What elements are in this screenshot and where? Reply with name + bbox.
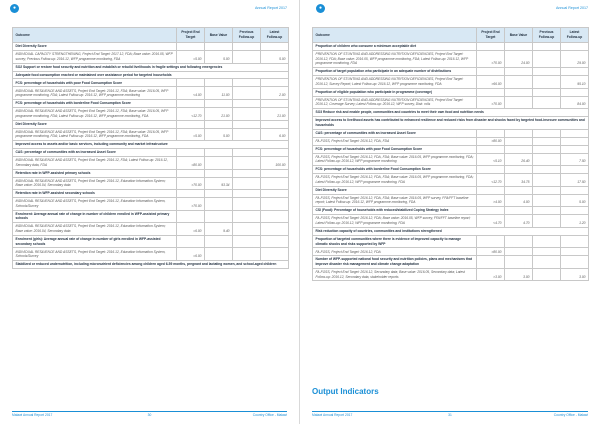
value-cell: [261, 190, 289, 198]
value-cell: [533, 194, 561, 207]
value-cell: [533, 96, 561, 109]
value-cell: [477, 43, 505, 51]
indicator-row: [313, 256, 589, 269]
detail-row: [13, 107, 289, 120]
value-cell: [233, 87, 261, 100]
value-cell: =5.00: [177, 50, 205, 63]
value-cell: [561, 137, 589, 145]
value-cell: [477, 235, 505, 248]
row-label: Diet Diversity Score: [313, 186, 477, 194]
wfp-logo-icon: ●: [316, 4, 325, 13]
value-cell: 5.00: [205, 128, 233, 141]
value-cell: [533, 137, 561, 145]
row-label: Adequate food consumption reached or maintained over assistance period for targeted households: [13, 71, 289, 79]
value-cell: [205, 100, 233, 108]
row-label: Proportion of eligible population who participate in programme (coverage): [313, 88, 477, 96]
value-cell: [261, 169, 289, 177]
row-label: Retention rate in WFP-assisted secondary schools: [13, 190, 177, 198]
row-label: FA-FOSS, Project End Target: 2016.12, Secondary data; Base value: 2016.05, Secondary data; Latest Follow-up: 2016.12, Secondary data, stakeholder reports: [313, 268, 477, 281]
value-cell: [205, 190, 233, 198]
value-cell: [505, 96, 533, 109]
value-cell: [233, 190, 261, 198]
row-label: SO3 Reduce risk and enable people, communities and countries to meet their own food and nutrition needs: [313, 109, 589, 117]
row-label: Improved access to livelihood assets has contributed to enhanced resilience and reduced risks from disaster and shocks faced by targeted food-insecure communities and households: [313, 117, 589, 130]
col-previous: Previous Follow-up: [533, 28, 561, 43]
value-cell: [205, 149, 233, 157]
row-label: Proportion of target population who participate in an adequate number of distributions: [313, 68, 477, 76]
row-label: Proportion of children who consume a minimum acceptable diet: [313, 43, 477, 51]
indicator-row: [313, 166, 589, 174]
value-cell: [233, 235, 261, 248]
value-cell: 93.34: [205, 177, 233, 190]
value-cell: [477, 145, 505, 153]
value-cell: [533, 235, 561, 248]
page-number: 30: [147, 413, 152, 417]
value-cell: [233, 50, 261, 63]
detail-row: [313, 215, 589, 228]
footer-divider: [312, 411, 588, 412]
indicator-row: [13, 43, 289, 51]
indicator-row: [13, 149, 289, 157]
col-base: Base Value: [505, 28, 533, 43]
row-label: FA-FOSS, Project End Target: 2016.12, FDA, FDA; Base value: 2016.05, WFP programme monitoring, FDA; Latest Follow-up: 2016.12, WFP programme monitoring: [313, 153, 477, 166]
indicator-row: [313, 129, 589, 137]
row-label: FCS: percentage of households with borderline Food Consumption Score: [313, 166, 477, 174]
value-cell: >70.00: [477, 96, 505, 109]
row-label: PREVENTION OF STUNTING AND ADDRESSING NUTRITION DEFICIENCIES, Project End Target: 2016.12, Survey Report; Latest Follow-up: 2016.12, WFP programme monitoring, FDA: [313, 76, 477, 89]
value-cell: [533, 174, 561, 187]
value-cell: 11.00: [205, 87, 233, 100]
value-cell: [505, 166, 533, 174]
value-cell: >80.00: [477, 137, 505, 145]
value-cell: 7.50: [561, 153, 589, 166]
detail-row: [313, 174, 589, 187]
col-previous: Previous Follow-up: [233, 28, 261, 43]
col-outcome: Outcome: [313, 28, 477, 43]
detail-row: [13, 198, 289, 211]
header-text: Annual Report 2017: [255, 6, 287, 10]
value-cell: [177, 120, 205, 128]
detail-row: [313, 50, 589, 67]
value-cell: 4.70: [505, 215, 533, 228]
detail-row: [313, 137, 589, 145]
value-cell: [477, 256, 505, 269]
detail-row: [313, 153, 589, 166]
section-row: [13, 71, 289, 79]
value-cell: [561, 166, 589, 174]
value-cell: 100.00: [261, 157, 289, 170]
row-label: PREVENTION OF STUNTING AND ADDRESSING NUTRITION DEFICIENCIES, Project End Target: 2016.12, FDA; Base value: 2016.05, WFP programme monitoring, FDA; Latest Follow-up: 2016.12, WFP programme monitoring, FDA: [313, 50, 477, 67]
detail-row: [313, 76, 589, 89]
value-cell: [205, 235, 233, 248]
value-cell: 5.00: [561, 194, 589, 207]
value-cell: [505, 207, 533, 215]
value-cell: [533, 268, 561, 281]
wfp-logo-icon: ●: [10, 4, 19, 13]
value-cell: 2.00: [261, 87, 289, 100]
value-cell: [505, 76, 533, 89]
value-cell: [477, 186, 505, 194]
value-cell: [561, 43, 589, 51]
row-label: Enrolment: Average annual rate of change in number of children enrolled in WFP-assisted primary schools: [13, 210, 177, 223]
value-cell: >66.00: [477, 76, 505, 89]
value-cell: 26.40: [505, 153, 533, 166]
value-cell: [477, 207, 505, 215]
row-label: INDIVIDUAL RESILIENCE AND ASSETS, Project End Target: 2016.12, FDA; Latest Follow-up: 2016.12, Secondary data, FDA: [13, 157, 177, 170]
col-target: Project End Target: [177, 28, 205, 43]
indicator-row: [313, 186, 589, 194]
row-label: FA-FOSS, Project End Target: 2016.12, FDA, FDA; Base value: 2016.05, WFP survey, FFA/FFT baseline report; Latest Follow-up: 2016.12, WFP programme monitoring, FDA: [313, 194, 477, 207]
header-text: Annual Report 2017: [556, 6, 588, 10]
value-cell: [533, 43, 561, 51]
value-cell: [261, 177, 289, 190]
value-cell: [561, 186, 589, 194]
value-cell: [533, 88, 561, 96]
row-label: INDIVIDUAL RESILIENCE AND ASSETS, Project End Target: 2016.12, Education Information System, Schools/Survey: [13, 248, 177, 261]
section-row: [313, 109, 589, 117]
value-cell: 5.00: [205, 50, 233, 63]
value-cell: [533, 207, 561, 215]
section-row: [313, 117, 589, 130]
value-cell: [261, 149, 289, 157]
value-cell: >70.00: [477, 50, 505, 67]
value-cell: [505, 43, 533, 51]
value-cell: [233, 248, 261, 261]
value-cell: [205, 210, 233, 223]
row-label: Retention rate in WFP-assisted primary schools: [13, 169, 177, 177]
detail-row: [313, 248, 589, 256]
col-outcome: Outcome: [13, 28, 177, 43]
value-cell: [233, 100, 261, 108]
output-indicators-heading: Output Indicators: [312, 387, 379, 396]
value-cell: [233, 177, 261, 190]
indicator-row: [313, 235, 589, 248]
value-cell: [533, 248, 561, 256]
value-cell: <5.10: [477, 153, 505, 166]
value-cell: [477, 88, 505, 96]
value-cell: [505, 248, 533, 256]
row-label: FA-FOSS, Project End Target: 2016.12, FDA: [313, 248, 477, 256]
row-label: Diet Diversity Score: [13, 120, 177, 128]
value-cell: =6.00: [177, 248, 205, 261]
value-cell: 21.00: [205, 107, 233, 120]
row-label: Number of WFP-supported national food security and nutrition policies, plans and mechanisms that improve disaster risk management and climate change adaptation: [313, 256, 477, 269]
value-cell: >80.00: [477, 248, 505, 256]
footer-left: Malawi Annual Report 2017: [312, 413, 353, 417]
indicator-row: [13, 100, 289, 108]
value-cell: 5.00: [261, 50, 289, 63]
value-cell: [233, 79, 261, 87]
row-label: INDIVIDUAL RESILIENCE AND ASSETS, Project End Target: 2016.12, FDA; Base value: 2016.05, WFP programme monitoring, FDA; Latest Follow-up: 2016.12, WFP programme monitoring, FDA: [13, 107, 177, 120]
value-cell: [533, 166, 561, 174]
row-label: FCS: percentage of households with poor Food Consumption Score: [313, 145, 477, 153]
value-cell: [177, 235, 205, 248]
row-label: FCS: percentage of households with poor Food Consumption Score: [13, 79, 177, 87]
value-cell: >70.00: [177, 177, 205, 190]
value-cell: 17.50: [561, 174, 589, 187]
indicator-row: [313, 43, 589, 51]
value-cell: <12.70: [177, 107, 205, 120]
footer: [312, 413, 588, 418]
indicator-row: [13, 190, 289, 198]
value-cell: [261, 79, 289, 87]
value-cell: [233, 149, 261, 157]
value-cell: [533, 215, 561, 228]
indicator-row: [13, 120, 289, 128]
detail-row: [13, 87, 289, 100]
indicator-row: [13, 235, 289, 248]
value-cell: [177, 190, 205, 198]
footer-divider: [12, 411, 287, 412]
value-cell: [261, 248, 289, 261]
row-label: INDIVIDUAL RESILIENCE AND ASSETS, Project End Target: 2016.12, Education Information System, Schools/Survey: [13, 198, 177, 211]
value-cell: [561, 256, 589, 269]
row-label: SO2 Support or restore food security and nutrition and establish or rebuild livelihoods in fragile settings and following emergencies: [13, 63, 289, 71]
value-cell: [505, 235, 533, 248]
value-cell: 4.00: [505, 194, 533, 207]
value-cell: [533, 186, 561, 194]
col-latest: Latest Follow-up: [261, 28, 289, 43]
value-cell: [233, 223, 261, 236]
value-cell: [561, 235, 589, 248]
value-cell: [533, 76, 561, 89]
row-label: INDIVIDUAL RESILIENCE AND ASSETS, Project End Target: 2016.12, Education Information System; Base value: 2016.04, Secondary data: [13, 223, 177, 236]
value-cell: 21.00: [261, 107, 289, 120]
table-header-row: [313, 28, 589, 43]
row-label: INDIVIDUAL RESILIENCE AND ASSETS, Project End Target: 2016.12, Education Information System; Base value: 2016.04, Secondary data: [13, 177, 177, 190]
value-cell: [261, 235, 289, 248]
row-label: FA-FOSS, Project End Target: 2016.12, FDA, FDA; Base value: 2016.05, WFP programme monitoring, FDA; Latest Follow-up: 2016.12, WFP programme monitoring, FDA: [313, 174, 477, 187]
value-cell: [233, 169, 261, 177]
value-cell: [205, 248, 233, 261]
detail-row: [13, 128, 289, 141]
value-cell: [233, 43, 261, 51]
right-page: [300, 0, 600, 424]
row-label: Proportion of targeted communities where there is evidence of improved capacity to manage climatic shocks and risks supported by WFP: [313, 235, 477, 248]
footer-left: Malawi Annual Report 2017: [12, 413, 53, 417]
value-cell: [505, 68, 533, 76]
value-cell: [177, 149, 205, 157]
value-cell: [505, 186, 533, 194]
detail-row: [313, 96, 589, 109]
indicator-row: [313, 145, 589, 153]
value-cell: [261, 210, 289, 223]
value-cell: 29.00: [561, 50, 589, 67]
row-label: Stabilized or reduced undernutrition, including micronutrient deficiencies among children aged 6-59 months, pregnant and lactating women, and school-aged children: [13, 260, 289, 268]
detail-row: [13, 177, 289, 190]
col-base: Base Value: [205, 28, 233, 43]
indicator-row: [13, 79, 289, 87]
value-cell: 1.20: [561, 215, 589, 228]
value-cell: [505, 256, 533, 269]
indicator-row: [13, 210, 289, 223]
value-cell: [561, 68, 589, 76]
detail-row: [13, 223, 289, 236]
value-cell: [261, 198, 289, 211]
value-cell: [205, 79, 233, 87]
value-cell: [205, 43, 233, 51]
indicator-row: [313, 207, 589, 215]
outcome-table-right: [312, 27, 589, 281]
row-label: Improved access to assets and/or basic services, including community and market infrastructure: [13, 141, 289, 149]
row-label: FA-FOSS, Project End Target: 2016.12, FDA; Base value: 2016.05, WFP survey, FFA/FFT baseline report; Latest Follow-up: 2016.12, WFP programme monitoring, FDA: [313, 215, 477, 228]
detail-row: [13, 50, 289, 63]
value-cell: 9.40: [205, 223, 233, 236]
value-cell: [505, 129, 533, 137]
footer-right: Country Office - Malawi: [252, 413, 287, 417]
table-header-row: [13, 28, 289, 43]
value-cell: 3.00: [505, 268, 533, 281]
value-cell: [205, 120, 233, 128]
value-cell: 6.00: [261, 128, 289, 141]
value-cell: [233, 107, 261, 120]
value-cell: [177, 79, 205, 87]
value-cell: [261, 100, 289, 108]
value-cell: [477, 129, 505, 137]
value-cell: [205, 169, 233, 177]
section-row: [13, 63, 289, 71]
row-label: INDIVIDUAL CAPACITY STRENGTHENING, Project End Target: 2017.12, FDA; Base value: 2016.05, WFP survey; Previous Follow-up: 2016.12, WFP programme monitoring, FDA: [13, 50, 177, 63]
value-cell: >4.00: [477, 194, 505, 207]
value-cell: [233, 198, 261, 211]
row-label: PREVENTION OF STUNTING AND ADDRESSING NUTRITION DEFICIENCIES, Project End Target: 2016.12, Coverage Survey; Latest Follow-up: 2016.12, WFP survey, Distr. rolls: [313, 96, 477, 109]
value-cell: [177, 100, 205, 108]
value-cell: >70.00: [177, 198, 205, 211]
value-cell: [561, 248, 589, 256]
value-cell: <12.70: [477, 174, 505, 187]
value-cell: 95.10: [561, 76, 589, 89]
section-row: [13, 260, 289, 268]
value-cell: [177, 43, 205, 51]
value-cell: [533, 68, 561, 76]
value-cell: =80.00: [177, 157, 205, 170]
value-cell: [477, 166, 505, 174]
row-label: CAS: percentage of communities with an increased Asset Score: [13, 149, 177, 157]
value-cell: [561, 88, 589, 96]
row-label: Enrolment (girls): Average annual rate of change in number of girls enrolled in WFP-assisted secondary schools: [13, 235, 177, 248]
value-cell: [233, 128, 261, 141]
value-cell: [233, 157, 261, 170]
value-cell: 24.00: [505, 50, 533, 67]
value-cell: =5.00: [177, 128, 205, 141]
row-label: FCS: percentage of households with borderline Food Consumption Score: [13, 100, 177, 108]
section-row: [13, 141, 289, 149]
row-label: INDIVIDUAL RESILIENCE AND ASSETS, Project End Target: 2016.12, FDA; Base value: 2016.05, WFP programme monitoring, FDA; Latest Follow-up: 2016.12, WFP programme monitoring, FDA: [13, 128, 177, 141]
row-label: Risk reduction capacity of countries, communities and institutions strengthened: [313, 227, 589, 235]
value-cell: [205, 198, 233, 211]
value-cell: [561, 145, 589, 153]
value-cell: [533, 129, 561, 137]
section-row: [313, 227, 589, 235]
detail-row: [313, 194, 589, 207]
footer-right: Country Office - Malawi: [553, 413, 588, 417]
row-label: INDIVIDUAL RESILIENCE AND ASSETS, Project End Target: 2016.12, FDA; Base value: 2016.05, WFP programme monitoring, FDA; Latest Follow-up: 2016.12, WFP programme monitoring: [13, 87, 177, 100]
page-number: 31: [448, 413, 452, 417]
value-cell: >3.00: [477, 268, 505, 281]
row-label: CSI (Food): Percentage of households with reduced/stabilized Coping Strategy Index: [313, 207, 477, 215]
detail-row: [13, 248, 289, 261]
value-cell: <4.00: [177, 87, 205, 100]
col-latest: Latest Follow-up: [561, 28, 589, 43]
value-cell: <4.70: [477, 215, 505, 228]
value-cell: [561, 207, 589, 215]
indicator-row: [313, 68, 589, 76]
outcome-table-left: [12, 27, 289, 269]
col-target: Project End Target: [477, 28, 505, 43]
value-cell: 84.00: [561, 96, 589, 109]
value-cell: [233, 210, 261, 223]
value-cell: [177, 169, 205, 177]
row-label: Diet Diversity Score: [13, 43, 177, 51]
value-cell: [505, 145, 533, 153]
value-cell: [261, 223, 289, 236]
value-cell: [177, 210, 205, 223]
value-cell: =6.00: [177, 223, 205, 236]
detail-row: [313, 268, 589, 281]
value-cell: [533, 50, 561, 67]
value-cell: [505, 137, 533, 145]
value-cell: [261, 43, 289, 51]
value-cell: [561, 129, 589, 137]
row-label: FA-FOSS, Project End Target: 2016.12, FDA, FDA: [313, 137, 477, 145]
indicator-row: [313, 88, 589, 96]
value-cell: [533, 153, 561, 166]
detail-row: [13, 157, 289, 170]
row-label: CAS: percentage of communities with an increased Asset Score: [313, 129, 477, 137]
value-cell: 3.00: [561, 268, 589, 281]
value-cell: [205, 157, 233, 170]
value-cell: 34.75: [505, 174, 533, 187]
value-cell: [505, 88, 533, 96]
value-cell: [533, 145, 561, 153]
footer: [12, 413, 287, 418]
value-cell: [533, 256, 561, 269]
value-cell: [233, 120, 261, 128]
value-cell: [477, 68, 505, 76]
indicator-row: [13, 169, 289, 177]
value-cell: [261, 120, 289, 128]
